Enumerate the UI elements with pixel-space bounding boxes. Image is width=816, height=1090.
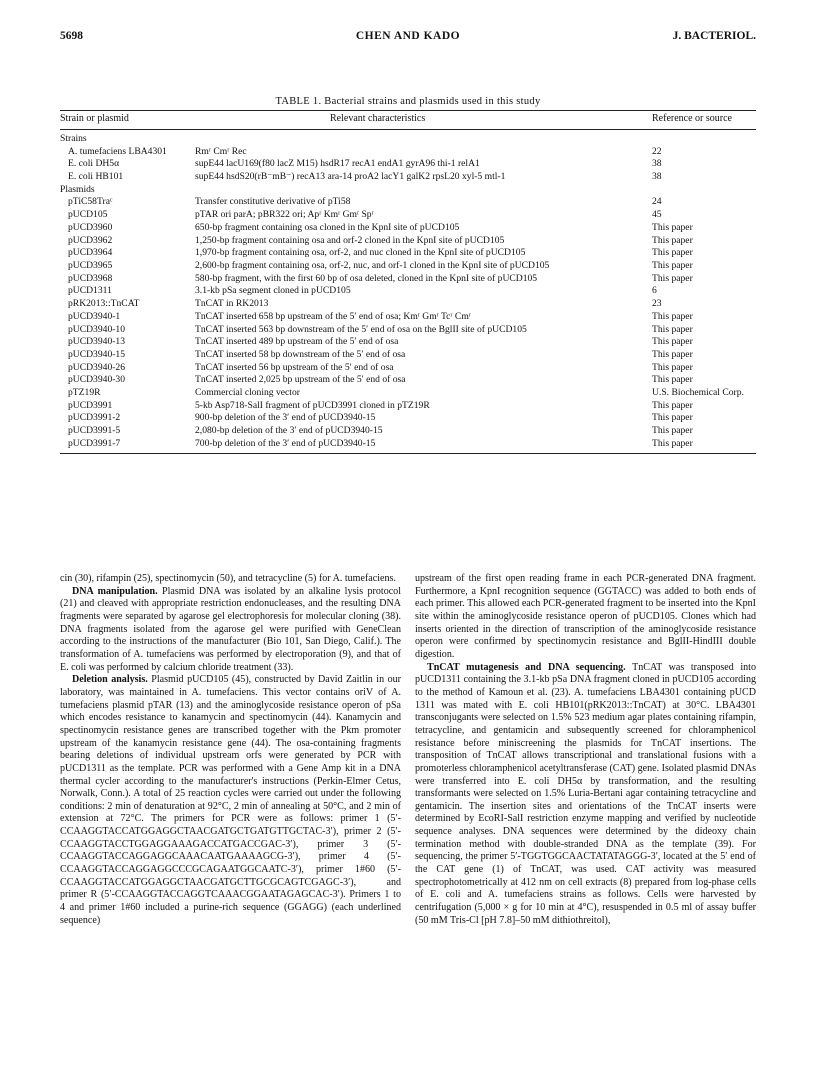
section-heading-tncat: TnCAT mutagenesis and DNA sequencing. xyxy=(427,661,626,673)
characteristics: Rmʳ Cmʳ Rec xyxy=(195,145,247,157)
characteristics: 1,250-bp fragment containing osa and orf-2 cloned in the KpnI site of pUCD105 xyxy=(195,234,505,246)
table-row xyxy=(60,412,756,425)
table-row xyxy=(60,400,756,413)
strain-name: pUCD3968 xyxy=(68,272,113,284)
characteristics: pTAR ori parA; pBR322 ori; Apʳ Kmʳ Gmʳ Spʳ xyxy=(195,209,374,221)
strain-name: E. coli HB101 xyxy=(68,171,124,183)
reference: This paper xyxy=(652,374,693,386)
characteristics: Transfer constitutive derivative of pTi58 xyxy=(195,196,351,208)
strain-name: pUCD3964 xyxy=(68,247,113,259)
section-heading-dna: DNA manipulation. xyxy=(72,585,158,597)
characteristics: TnCAT inserted 2,025 bp upstream of the 5′ end of osa xyxy=(195,374,406,386)
reference: This paper xyxy=(652,260,693,271)
reference: 45 xyxy=(652,209,662,221)
reference: This paper xyxy=(652,425,693,437)
strain-name: pUCD3940-13 xyxy=(68,336,126,348)
reference: This paper xyxy=(652,310,693,322)
strain-name: pUCD3965 xyxy=(68,260,113,271)
table-row xyxy=(60,324,756,337)
paragraph-tncat xyxy=(415,662,756,928)
reference: 22 xyxy=(652,145,662,157)
table-section-label xyxy=(60,133,756,146)
reference: This paper xyxy=(652,399,693,411)
col-header-characteristics: Relevant characteristics xyxy=(330,113,426,124)
strain-name: pUCD3940-30 xyxy=(68,374,126,386)
paragraph-continuation: cin (30), rifampin (25), spectinomycin (50), and tetracycline (5) for A. tumefaciens. xyxy=(60,573,396,584)
reference: This paper xyxy=(652,272,693,284)
characteristics: TnCAT inserted 56 bp upstream of the 5′ end of osa xyxy=(195,361,394,373)
strain-name: pTiC58Traᶜ xyxy=(68,196,113,208)
dna-text: Plasmid DNA was isolated by an alkaline lysis protocol (21) and cleaved with appropriate restriction endonucleases, and the resulting DNA fragments were separated by agarose gel electrophoresis for molecular cloning (38). DNA fragments isolated from the agarose gel were purified with GeneClean according to the instructions of the manufacturer (Bio 101, San Diego, Calif.). The transformation of A. tumefaciens was performed by electroporation (9), and that of E. coli was performed by calcium chloride treatment (33). xyxy=(60,585,401,673)
characteristics: 3.1-kb pSa segment cloned in pUCD105 xyxy=(195,285,351,297)
characteristics: 5-kb Asp718-SalI fragment of pUCD3991 cloned in pTZ19R xyxy=(195,399,430,411)
table-row xyxy=(60,285,756,298)
table-caption: TABLE 1. Bacterial strains and plasmids used in this study xyxy=(275,96,541,107)
strain-name: pUCD3991-2 xyxy=(68,412,121,424)
table-top-rule xyxy=(60,110,756,111)
characteristics: 2,080-bp deletion of the 3′ end of pUCD3940-15 xyxy=(195,425,383,437)
strain-name: pUCD1311 xyxy=(68,285,112,297)
reference: This paper xyxy=(652,323,693,335)
characteristics: TnCAT inserted 489 bp upstream of the 5′ end of osa xyxy=(195,336,399,348)
reference: This paper xyxy=(652,336,693,348)
characteristics: TnCAT inserted 58 bp downstream of the 5′ end of osa xyxy=(195,348,406,360)
reference: 24 xyxy=(652,196,662,208)
reference: 23 xyxy=(652,298,662,310)
reference: 38 xyxy=(652,171,662,183)
reference: This paper xyxy=(652,234,693,246)
paragraph-dna-manipulation xyxy=(60,586,401,675)
table-row xyxy=(60,196,756,209)
strain-name: A. tumefaciens LBA4301 xyxy=(68,145,167,157)
table-header-row xyxy=(60,113,756,129)
reference: This paper xyxy=(652,361,693,373)
tncat-text: TnCAT was transposed into pUCD1311 containing the 3.1-kb pSa DNA fragment cloned in pUCD105 according to the method of Kamoun et al. (23). A. tumefaciens LBA4301 containing pUCD 1311 was mated with E. coli HB101(pRK2013::TnCAT) at 30°C. LBA4301 transconjugants were selected on 1.5% 523 medium agar plates containing rifampin, tetracycline, and gentamicin and subsequently screened for chloramphenicol resistance before miniscreening the plasmids for TnCAT insertions. The transposition of TnCAT allows transcriptional and translational fusions with a promoterless chloramphenicol acetyltransferase (CAT) gene. Isolated plasmid DNAs were transferred into E. coli DH5α by transformation, and the resulting transformants were selected on 1.5% Luria-Bertani agar containing tetracycline and gentamicin. The insertion sites and orientations of the TnCAT inserts were determined by EcoRI-SalI restriction enzyme mapping and verified by nucleotide sequence analyses. DNA sequences were determined by the dideoxy chain termination method with double-stranded DNA as the template (39). For sequencing, the primer 5′-TGGTGGCAACTATATAGGG-3′, located at the 5′ end of the CAT gene (1) of TnCAT, was used. CAT activity was measured spectrophotometrically at 412 nm on cell extracts (8) prepared from log-phase cells of E. coli and A. tumefaciens strains as follows. Cells were harvested by centrifugation (5,000 × g for 10 min at 4°C), resuspended in 0.5 ml of assay buffer (50 mM Tris-Cl [pH 7.8]–50 mM dithiothreitol), xyxy=(415,661,756,926)
table-row xyxy=(60,222,756,235)
table-row xyxy=(60,298,756,311)
reference: This paper xyxy=(652,247,693,259)
table-row xyxy=(60,349,756,362)
strain-name: pUCD3940-1 xyxy=(68,310,121,322)
strain-name: pUCD3991 xyxy=(68,399,113,411)
characteristics: Commercial cloning vector xyxy=(195,387,300,399)
table-row xyxy=(60,260,756,273)
table-row xyxy=(60,374,756,387)
table-row xyxy=(60,425,756,438)
reference: This paper xyxy=(652,412,693,424)
reference: 38 xyxy=(652,158,662,170)
table-bottom-rule xyxy=(60,453,756,454)
strain-name: pUCD3940-15 xyxy=(68,348,126,360)
table-row xyxy=(60,362,756,375)
strain-name: pUCD3940-26 xyxy=(68,361,126,373)
table-row xyxy=(60,158,756,171)
deletion-text: Plasmid pUCD105 (45), constructed by David Zaitlin in our laboratory, was maintained in A. tumefaciens. This vector contains oriV of A. tumefaciens plasmid pTAR (13) and the aminoglycoside resistance operon of pSa which encodes resistance to kanamycin and spectinomycin (44). Kanamycin and spectinomycin resistance genes are transcribed together with the Pkm promoter upstream of the kanamycin resistance gene (44). The osa-containing fragments bearing deletions of individual upstream orfs were generated by PCR with pUCD1311 as the template. PCR was performed with a Gene Amp kit in a DNA thermal cycler according to the manufacturer's instructions (Perkin-Elmer Cetus, Norwalk, Conn.). A total of 25 reaction cycles were carried out under the following conditions: 2 min of denaturation at 92°C, 2 min of annealing at 50°C, and 2 min of extension at 72°C. The primers for PCR were as follows: primer 1 (5′-CCAAGGTACCATGGAGGCTAACGATGCTGATGTTGCTAC-3′), primer 2 (5′-CCAAGGTACCTGGAGGAAAGACCATGACCGAC-3′), primer 3 (5′-CCAAGGTACCAGGAGGCAAACAATGAAAAGCG-3′), primer 4 (5′-CCAAGGTACCAGGAGGCCCGCAGAATGGCAATC-3′), primer 1#60 (5′-CCAAGGTACCATGGAGGCTAACGATGCTTGCGCAGTCGAGC-3′), and primer R (5′-CCAAGGTACCAGGTCAAACGGAATAGAGCAC-3′). Primers 1 to 4 and primer 1#60 included a purine-rich sequence (GGAGG) (each underlined sequence) xyxy=(60,674,401,926)
table-row xyxy=(60,311,756,324)
running-header xyxy=(60,30,756,46)
paragraph-deletion-analysis xyxy=(60,674,401,927)
table-row xyxy=(60,336,756,349)
characteristics: 580-bp fragment, with the first 60 bp of osa deleted, cloned in the KpnI site of pUCD105 xyxy=(195,272,538,284)
running-authors: CHEN AND KADO xyxy=(355,30,461,42)
col-header-strain: Strain or plasmid xyxy=(60,113,129,124)
strain-name: pUCD3940-10 xyxy=(68,323,126,335)
characteristics: 650-bp fragment containing osa cloned in the KpnI site of pUCD105 xyxy=(195,221,460,233)
reference: This paper xyxy=(652,348,693,360)
characteristics: 2,600-bp fragment containing osa, orf-2, nuc, and orf-1 cloned in the KpnI site of pUCD105 xyxy=(195,260,550,271)
reference: U.S. Biochemical Corp. xyxy=(652,387,744,399)
strain-name: pTZ19R xyxy=(68,387,101,399)
table-row xyxy=(60,387,756,400)
section-heading-deletion: Deletion analysis. xyxy=(72,674,148,686)
table-row xyxy=(60,209,756,222)
table-header-rule xyxy=(60,129,756,130)
reference: This paper xyxy=(652,437,693,449)
table-row xyxy=(60,146,756,159)
col-header-reference: Reference or source xyxy=(652,113,732,124)
characteristics: 900-bp deletion of the 3′ end of pUCD3940-15 xyxy=(195,412,376,424)
strain-name: pUCD3991-7 xyxy=(68,437,121,449)
table-row xyxy=(60,235,756,248)
characteristics: supE44 hsdS20(rB⁻mB⁻) recA13 ara-14 proA2 lacY1 galK2 rpsL20 xyl-5 mtl-1 xyxy=(195,171,506,183)
strain-name: pUCD3962 xyxy=(68,234,113,246)
reference: This paper xyxy=(652,221,693,233)
page-number: 5698 xyxy=(60,30,83,42)
paragraph-continuation-right: upstream of the first open reading frame in each PCR-generated DNA fragment. Furthermore, a KpnI recognition sequence (GGTACC) was added to both ends of each primer. This allowed each PCR-generated fragment to be inserted into the KpnI site within the aminoglycoside resistance operon of pUCD105. Clones which had inserts oriented in the direction of transcription of the aminoglycoside resistance operon were confirmed by spectinomycin resistance and BglII-HindIII double digestion. xyxy=(415,573,756,660)
reference: 6 xyxy=(652,285,657,297)
table-row xyxy=(60,247,756,260)
characteristics: supE44 lacU169(f80 lacZ M15) hsdR17 recA1 endA1 gyrA96 thi-1 relA1 xyxy=(195,158,480,170)
characteristics: 1,970-bp fragment containing osa, orf-2, and nuc cloned in the KpnI site of pUCD105 xyxy=(195,247,526,259)
left-column xyxy=(60,573,401,927)
strain-name: pUCD3991-5 xyxy=(68,425,121,437)
strain-name: pUCD105 xyxy=(68,209,108,221)
right-column xyxy=(415,573,756,927)
characteristics: TnCAT in RK2013 xyxy=(195,298,269,310)
table-row xyxy=(60,273,756,286)
characteristics: TnCAT inserted 563 bp downstream of the 5′ end of osa on the BglII site of pUCD105 xyxy=(195,323,527,335)
section-label: Strains xyxy=(60,133,87,144)
characteristics: TnCAT inserted 658 bp upstream of the 5′ end of osa; Kmʳ Gmʳ Tcʳ Cmʳ xyxy=(195,310,471,322)
table-body xyxy=(60,133,756,451)
strain-name: pUCD3960 xyxy=(68,221,113,233)
table-section-label xyxy=(60,184,756,197)
table-row xyxy=(60,438,756,451)
journal-name: J. BACTERIOL. xyxy=(672,30,756,42)
strain-name: pRK2013::TnCAT xyxy=(68,298,140,310)
section-label: Plasmids xyxy=(60,183,95,195)
table-row xyxy=(60,171,756,184)
strain-name: E. coli DH5α xyxy=(68,158,120,170)
characteristics: 700-bp deletion of the 3′ end of pUCD3940-15 xyxy=(195,437,376,449)
